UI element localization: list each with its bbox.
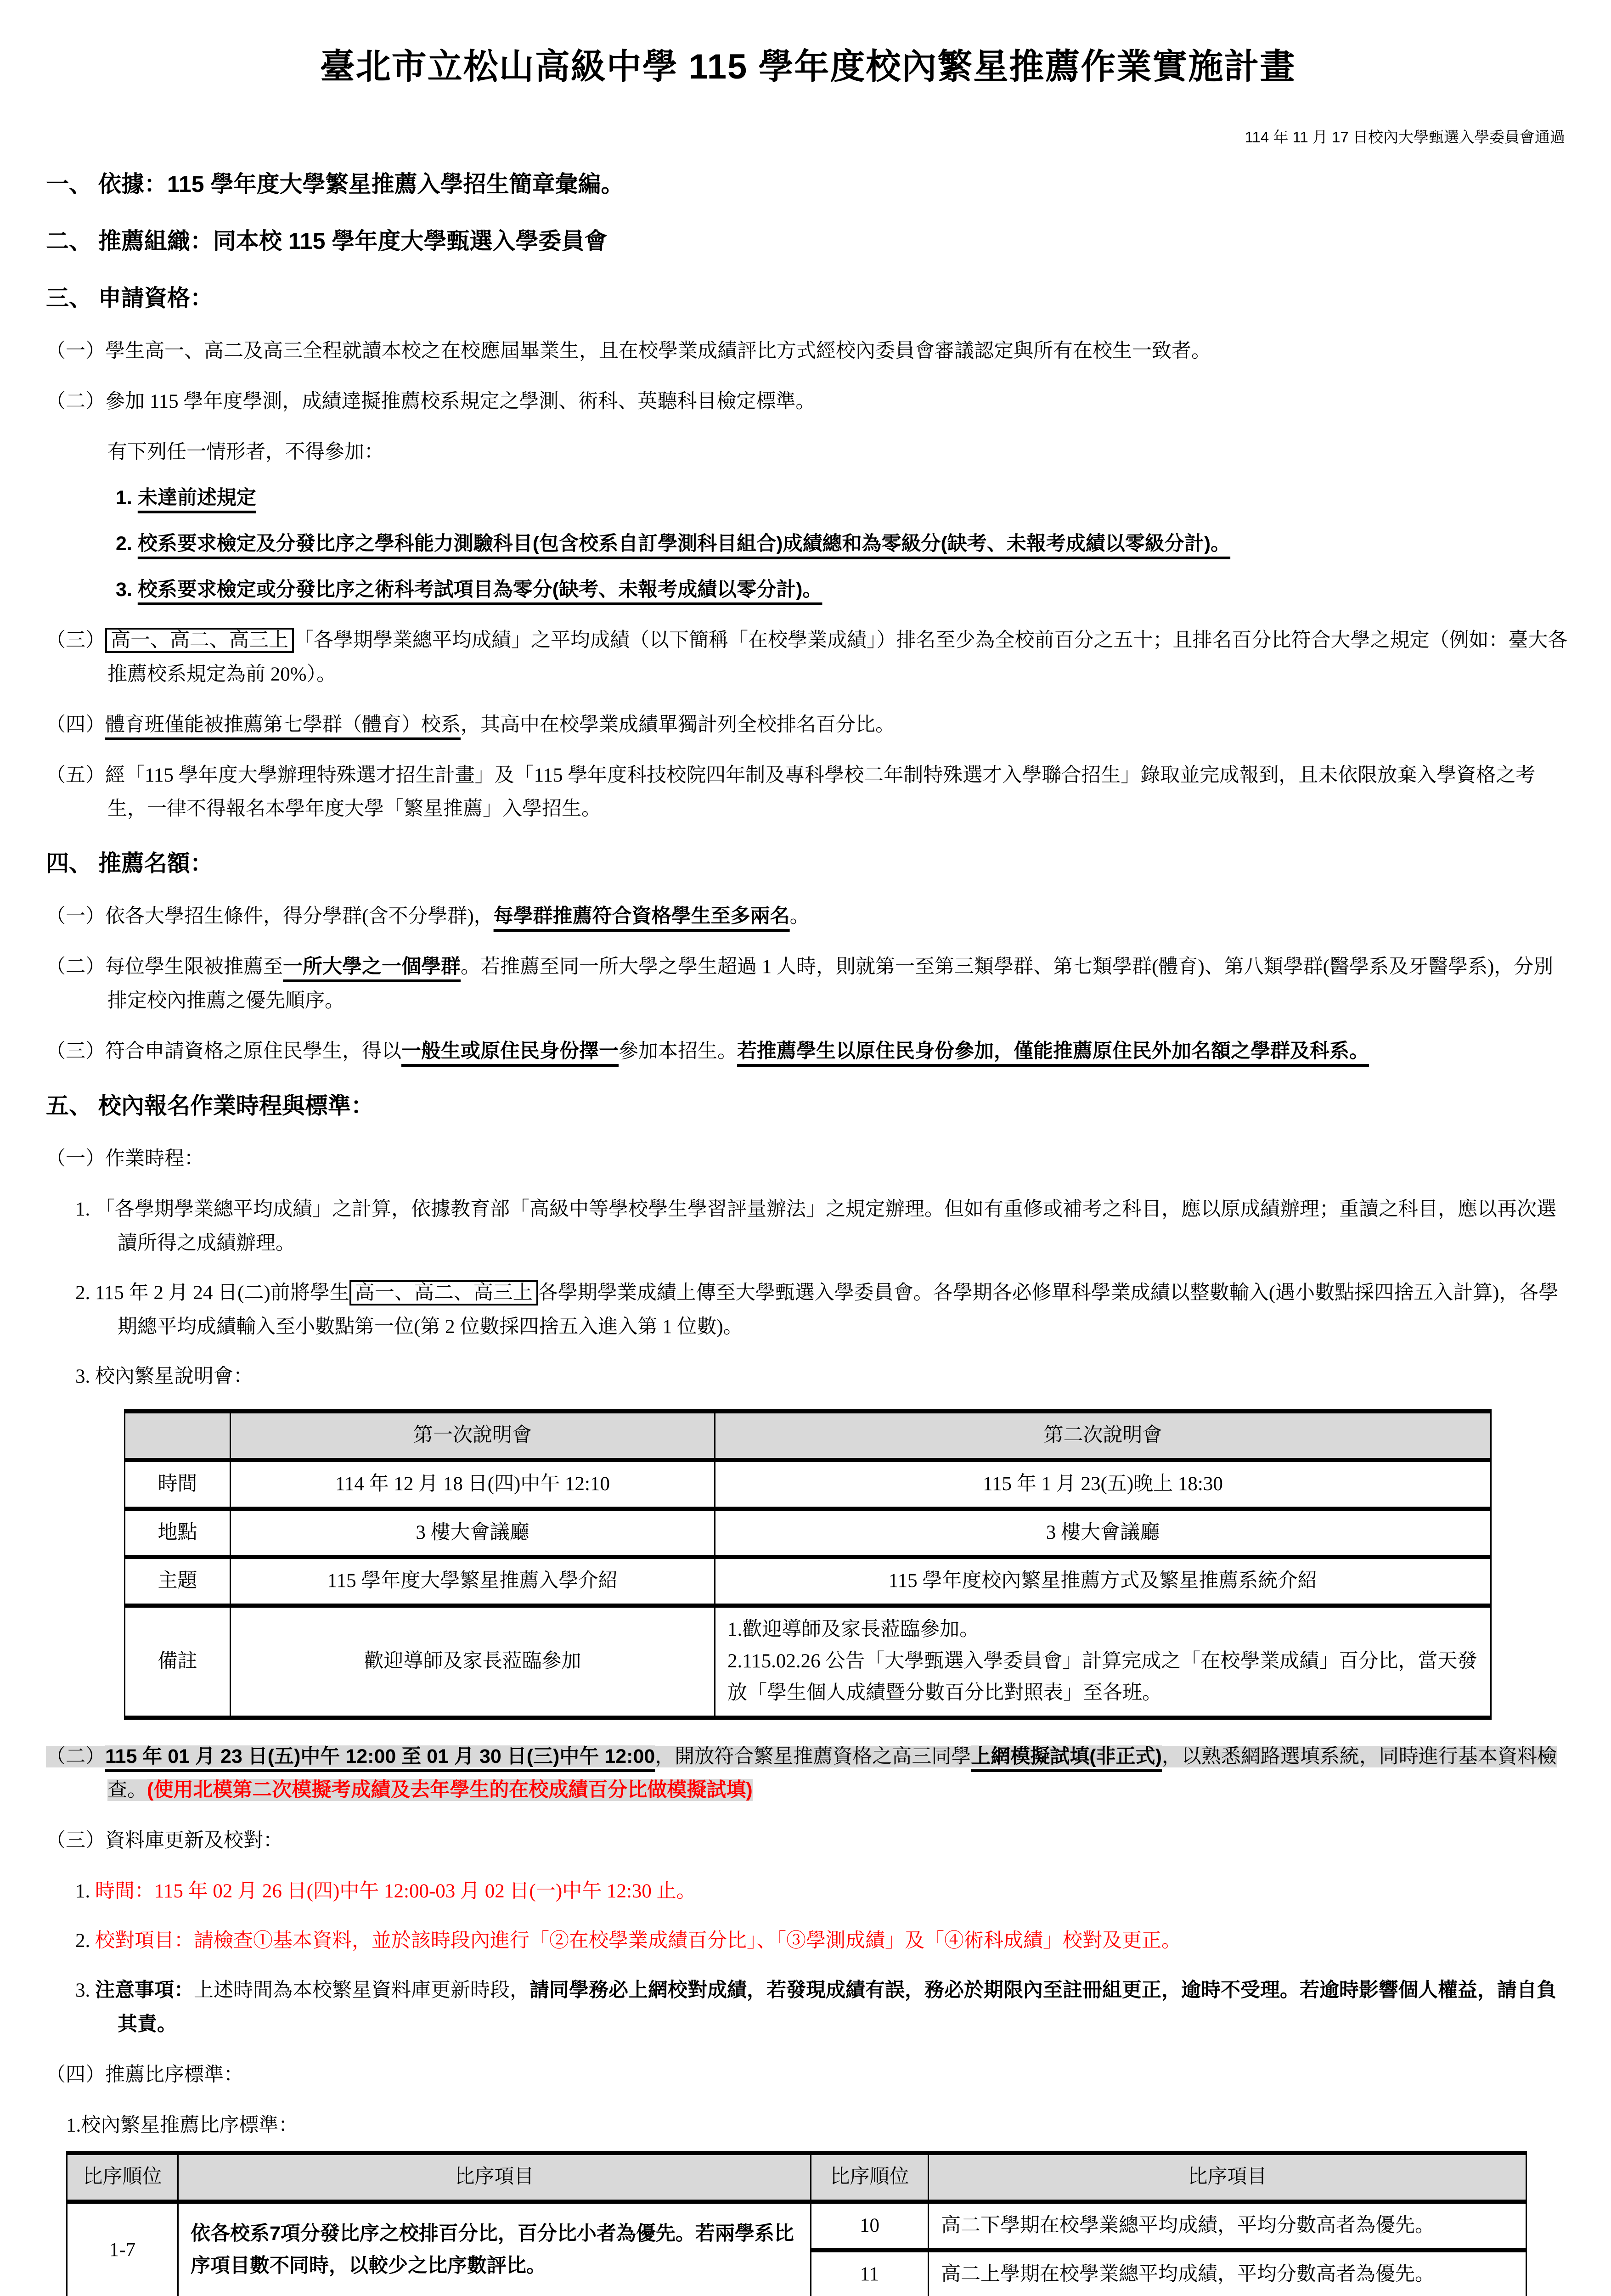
text-segment: 1. <box>75 1880 95 1902</box>
text-segment: （三）符合申請資格之原住民學生，得以 <box>46 1041 401 1063</box>
text-segment: 一般生或原住民身份擇一 <box>401 1040 619 1063</box>
exclusion-3 <box>116 573 1570 607</box>
text-segment: 未達前述規定 <box>137 486 256 509</box>
text-segment: 高一、高二、高三上 <box>105 628 294 653</box>
text-segment: 二、 推薦組織：同本校 115 學年度大學甄選入學委員會 <box>46 228 608 254</box>
schedule-step-3 <box>75 1360 1570 1394</box>
item-schedule-2 <box>46 1740 1570 1808</box>
schedule-step-1 <box>75 1193 1570 1261</box>
text-segment: 115 年 2 月 24 日(二)前將學生 <box>95 1282 349 1304</box>
cell-line: 1.歡迎導師及家長蒞臨參加。 <box>727 1619 980 1641</box>
text-segment: 體育班僅能被推薦第七學群（體育）校系 <box>105 714 461 736</box>
table-header-cell: 第二次說明會 <box>715 1411 1491 1460</box>
table-rank-cell: 1-7 <box>67 2201 178 2296</box>
table-header-row <box>67 2153 1527 2202</box>
table-cell <box>715 1557 1491 1606</box>
text-segment: 每學群推薦符合資格學生至多兩名 <box>493 905 790 928</box>
item-eligibility-5 <box>46 759 1570 827</box>
item-eligibility-1 <box>46 334 1570 368</box>
heading-quota <box>46 844 1570 883</box>
table-item-cell: 高二下學期在校學業總平均成績，平均分數高者為優先。 <box>929 2201 1527 2250</box>
text-segment: 校內繁星說明會： <box>95 1366 253 1387</box>
text-segment: （一）依各大學招生條件，得分學群(含不分學群)， <box>46 906 494 928</box>
cell-line: 3 樓大會議廳 <box>1046 1521 1160 1543</box>
item-schedule-4 <box>46 2058 1570 2092</box>
text-segment: (使用北模第二次模擬考成績及去年學生的在校成績百分比做模擬試填) <box>147 1779 753 1801</box>
document-title: 臺北市立松山高級中學 115 學年度校內繁星推薦作業實施計畫 <box>320 47 1296 86</box>
table-rank-cell: 10 <box>811 2201 929 2250</box>
text-segment: 上網模擬試填(非正式) <box>971 1745 1162 1767</box>
text-segment: 五、 校內報名作業時程與標準： <box>46 1093 374 1119</box>
text-segment: 1.校內繁星推薦比序標準： <box>66 2115 299 2137</box>
table-row <box>125 1508 1491 1557</box>
table-cell <box>231 1508 715 1557</box>
item-quota-1 <box>46 900 1570 934</box>
text-segment: 2. <box>75 1930 95 1952</box>
cell-line: 114 年 12 月 18 日(四)中午 12:10 <box>335 1473 610 1495</box>
table-row <box>125 1606 1491 1717</box>
table-header-cell: 比序順位 <box>811 2153 929 2202</box>
heading-eligibility <box>46 278 1570 318</box>
heading-basis <box>46 164 1570 204</box>
cell-line: 115 年 1 月 23(五)晚上 18:30 <box>983 1473 1223 1495</box>
table-item-cell: 高二上學期在校學業總平均成績，平均分數高者為優先。 <box>929 2250 1527 2296</box>
text-segment: 2. <box>116 532 138 555</box>
heading-schedule <box>46 1086 1570 1125</box>
table-cell <box>231 1606 715 1717</box>
info-session-table <box>124 1409 1492 1720</box>
table-cell <box>715 1606 1491 1717</box>
text-segment: 時間：115 年 02 月 26 日(四)中午 12:00-03 月 02 日(一)中午 12:30 止。 <box>95 1880 696 1902</box>
table-row <box>125 1460 1491 1508</box>
text-segment: （二）每位學生限被推薦至 <box>46 956 283 978</box>
cell-line: 2.115.02.26 公告「大學甄選入學委員會」計算完成之「在校學業成績」百分比，當天發放「學生個人成績暨分數百分比對照表」至各班。 <box>727 1650 1477 1704</box>
text-segment: 注意事項： <box>95 1979 194 2002</box>
table-header-cell: 第一次說明會 <box>231 1411 715 1460</box>
table-row <box>67 2201 1527 2250</box>
document-body <box>46 147 1570 2296</box>
text-segment: 校系要求檢定或分發比序之術科考試項目為零分(缺考、未報考成績以零分計)。 <box>137 578 822 601</box>
item-schedule-3 <box>46 1824 1570 1858</box>
text-segment: 「各學期學業總平均成績」之平均成績（以下簡稱「在校學業成績」）排名至少為全校前百分之五十；且排名百分比符合大學之規定（例如：臺大各推薦校系規定為前 20%）。 <box>107 629 1568 685</box>
cell-line: 115 學年度大學繁星推薦入學介紹 <box>327 1570 618 1592</box>
item-eligibility-4 <box>46 708 1570 742</box>
text-segment: ，以熟悉網路選填系統，同時進行基本資料檢查。 <box>107 1745 1557 1801</box>
row-label-cell: 時間 <box>125 1460 231 1508</box>
table-rank-cell: 11 <box>811 2250 929 2296</box>
cell-line: 3 樓大會議廳 <box>416 1521 529 1543</box>
item-quota-3 <box>46 1035 1570 1069</box>
text-segment: 若推薦學生以原住民身份參加，僅能推薦原住民外加名額之學群及科系。 <box>737 1040 1369 1063</box>
heading-organization <box>46 221 1570 261</box>
proofread-1 <box>75 1874 1570 1908</box>
text-segment: 參加本招生。 <box>619 1041 737 1063</box>
item-eligibility-3 <box>46 624 1570 692</box>
text-segment: 115 年 01 月 23 日(五)中午 12:00 至 01 月 30 日(三)中午 12:00 <box>105 1745 655 1767</box>
text-segment: （四）推薦比序標準： <box>46 2064 243 2086</box>
text-segment: （一）作業時程： <box>46 1148 204 1170</box>
table-cell <box>715 1460 1491 1508</box>
text-segment: 三、 申請資格： <box>46 285 213 311</box>
schedule-step-2 <box>75 1276 1570 1344</box>
row-label-cell: 備註 <box>125 1606 231 1717</box>
text-segment: 。 <box>789 906 810 928</box>
text-segment: （三） <box>46 629 105 651</box>
text-segment: 1. <box>75 1199 95 1221</box>
item-quota-2 <box>46 950 1570 1018</box>
text-segment: 有下列任一情形者，不得參加： <box>107 441 384 463</box>
text-segment: ，開放符合繁星推薦資格之高三同學 <box>655 1745 971 1767</box>
exclusion-1 <box>116 481 1570 515</box>
proofread-2 <box>75 1924 1570 1958</box>
text-segment: 高一、高二、高三上 <box>349 1280 538 1306</box>
text-segment: （二）參加 115 學年度學測，成績達擬推薦校系規定之學測、術科、英聽科目檢定標準。 <box>46 390 816 412</box>
text-segment: 一、 依據：115 學年度大學繁星推薦入學招生簡章彙編。 <box>46 171 624 197</box>
text-segment: （二） <box>46 1745 105 1767</box>
approval-note: 114 年 11 月 17 日校內大學甄選入學委員會通過 <box>1245 129 1565 146</box>
row-label-cell: 地點 <box>125 1508 231 1557</box>
text-segment: 依各校系7項分發比序之校排百分比，百分比小者為優先。若兩學系比序項目數不同時，以較少之比序數評比。 <box>191 2223 794 2277</box>
text-segment: 3. <box>116 578 138 601</box>
exclusion-2 <box>116 527 1570 561</box>
text-segment: 四、 推薦名額： <box>46 850 213 877</box>
text-segment: 3. <box>75 1366 95 1387</box>
text-segment: ，其高中在校學業成績單獨計列全校排名百分比。 <box>461 714 895 736</box>
table-cell <box>231 1460 715 1508</box>
table-row <box>125 1557 1491 1606</box>
text-segment: 各學期學業成績上傳至大學甄選入學委員會。各學期各必修單科學業成績以整數輸入(遇小數點採四捨五入計算)，各學期總平均成績輸入至小數點第一位(第 2 位數採四捨五入進入第 1 位數)。 <box>118 1282 1559 1338</box>
item-eligibility-2 <box>46 385 1570 419</box>
table-cell <box>715 1508 1491 1557</box>
exclusion-intro <box>107 435 1570 469</box>
item-schedule-1 <box>46 1142 1570 1176</box>
cell-line: 歡迎導師及家長蒞臨參加 <box>364 1650 581 1672</box>
table-cell <box>231 1557 715 1606</box>
table-item-cell <box>178 2201 811 2296</box>
table-header-cell: 比序順位 <box>67 2153 178 2202</box>
text-segment: 一所大學之一個學群 <box>283 956 461 978</box>
proofread-3 <box>75 1974 1570 2042</box>
text-segment: （三）資料庫更新及校對： <box>46 1830 283 1852</box>
cell-line: 115 學年度校內繁星推薦方式及繁星推薦系統介紹 <box>888 1570 1318 1592</box>
text-segment: （四） <box>46 714 105 736</box>
text-segment: 1. <box>116 486 138 509</box>
text-segment: 「各學期學業總平均成績」之計算，依據教育部「高級中等學校學生學習評量辦法」之規定辦理。但如有重修或補考之科目，應以原成績辦理；重讀之科目，應以再次選讀所得之成績辦理。 <box>95 1199 1556 1255</box>
table-header-cell: 比序項目 <box>929 2153 1527 2202</box>
text-segment: 校系要求檢定及分發比序之學科能力測驗科目(包含校系自訂學測科目組合)成績總和為零級分(缺考、未報考成績以零級分計)。 <box>137 532 1231 555</box>
text-segment: 。若推薦至同一所大學之學生超過 1 人時，則就第一至第三類學群、第七類學群(體育)、第八類學群(醫學系及牙醫學系)，分別排定校內推薦之優先順序。 <box>107 956 1554 1012</box>
table-header-cell <box>125 1411 231 1460</box>
table-header-cell: 比序項目 <box>178 2153 811 2202</box>
text-segment: 上述時間為本校繁星資料庫更新時段， <box>194 1980 529 2002</box>
text-segment: 請同學務必上網校對成績，若發現成績有誤，務必於期限內至註冊組更正，逾時不受理。若逾時影響個人權益，請自負其責。 <box>118 1979 1556 2036</box>
ranking-table <box>66 2151 1527 2296</box>
text-segment: （五）經「115 學年度大學辦理特殊選才招生計畫」及「115 學年度科技校院四年制及專科學校二年制特殊選才入學聯合招生」錄取並完成報到，且未依限放棄入學資格之考生，一律不得報名本學年度大學「繁星推薦」入學招生。 <box>46 764 1536 820</box>
text-segment: 校對項目：請檢查①基本資料，並於該時段內進行「②在校學業成績百分比」、「③學測成績」及「④術科成績」校對及更正。 <box>95 1930 1181 1952</box>
text-segment: 3. <box>75 1980 95 2002</box>
table-header-row <box>125 1411 1491 1460</box>
text-segment: 2. <box>75 1282 95 1304</box>
ranking-intro <box>66 2109 1570 2143</box>
text-segment: （一）學生高一、高二及高三全程就讀本校之在校應屆畢業生，且在校學業成績評比方式經校內委員會審議認定與所有在校生一致者。 <box>46 340 1211 362</box>
row-label-cell: 主題 <box>125 1557 231 1606</box>
